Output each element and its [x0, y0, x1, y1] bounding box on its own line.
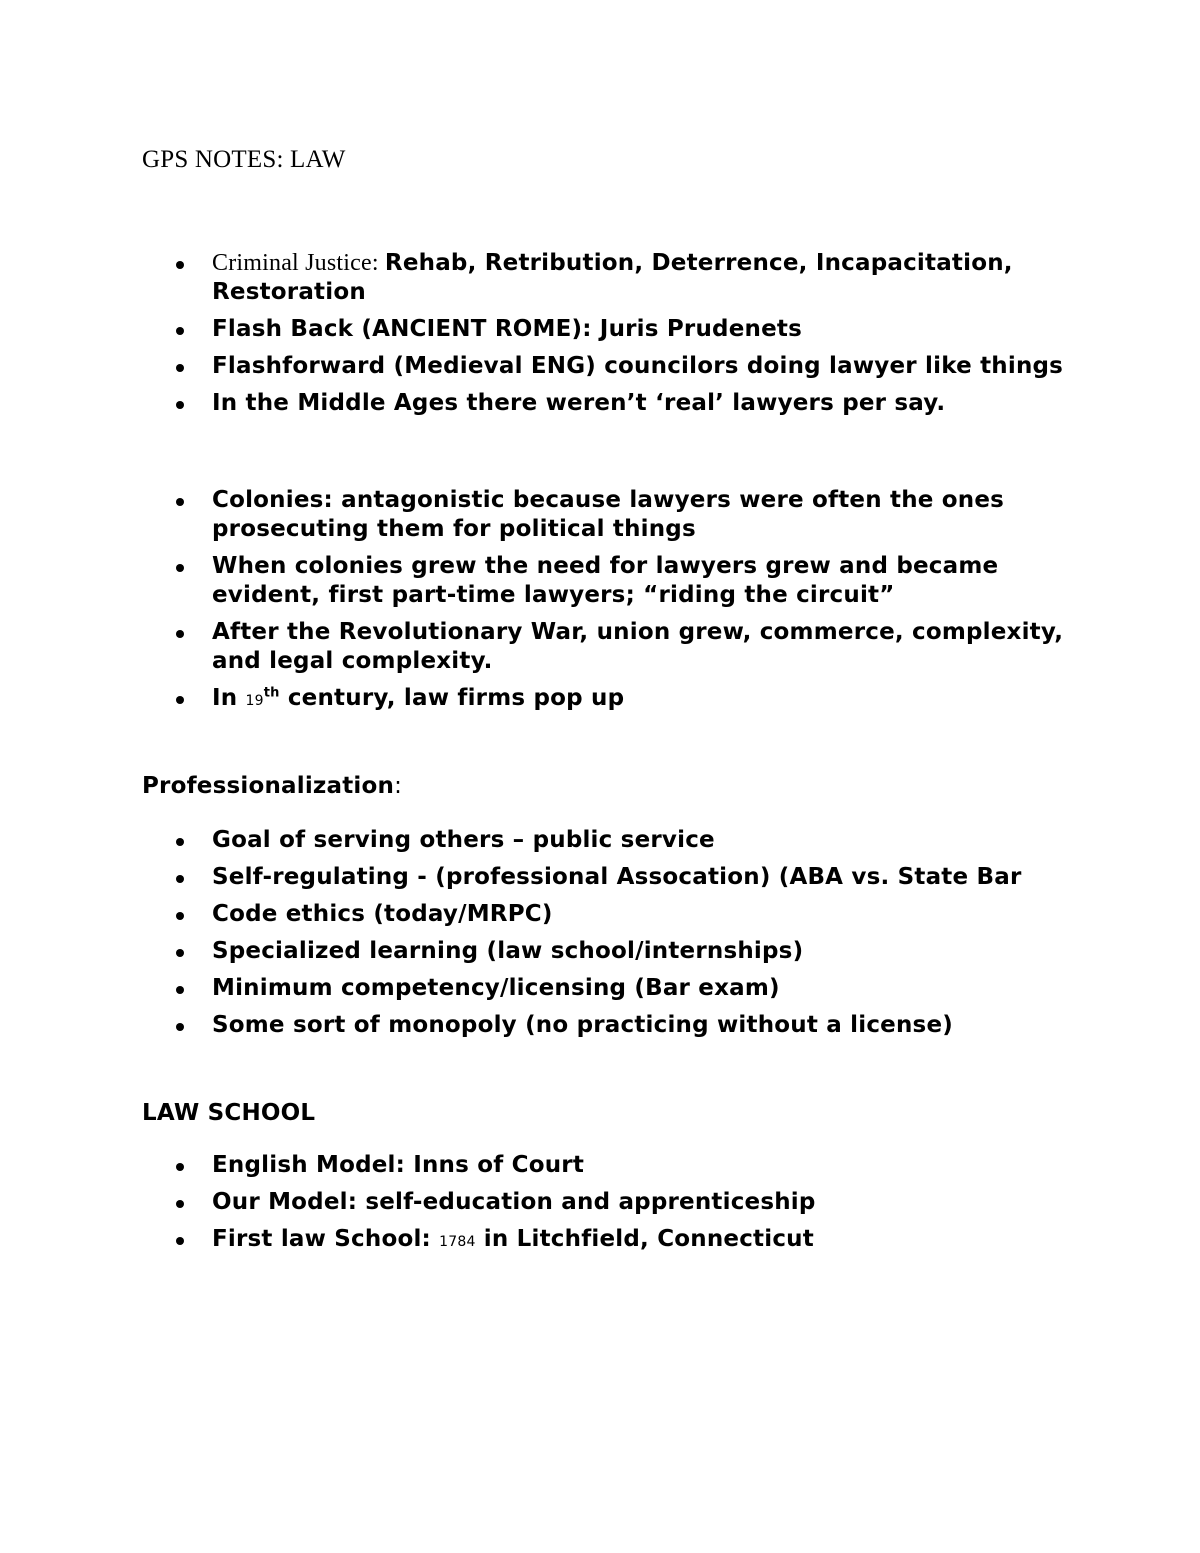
bullet-icon: [176, 327, 184, 335]
bullet-list-professionalization: [0, 826, 1200, 1048]
page-title: GPS NOTES: LAW: [142, 146, 346, 173]
bullet-icon: [176, 1200, 184, 1208]
item-label: Criminal Justice:: [212, 250, 385, 276]
list-item: [0, 1188, 1200, 1217]
section-heading-professionalization: [142, 773, 402, 799]
list-item: [0, 684, 1200, 716]
list-item: [0, 315, 1200, 344]
item-text: Minimum competency/licensing (Bar exam): [212, 975, 780, 1001]
bullet-icon: [176, 838, 184, 846]
bullet-icon: [176, 630, 184, 638]
bullet-icon: [176, 949, 184, 957]
item-text: Flash Back (ANCIENT ROME): Juris Prudenets: [212, 316, 802, 342]
item-text: Our Model: self-education and apprenticeship: [212, 1189, 816, 1215]
item-text: Flashforward (Medieval ENG) councilors doing lawyer like things: [212, 353, 1064, 379]
bullet-icon: [176, 1237, 184, 1245]
item-text: Some sort of monopoly (no practicing without a license): [212, 1012, 953, 1038]
list-item: [0, 1011, 1200, 1040]
bullet-icon: [176, 1163, 184, 1171]
bullet-icon: [176, 498, 184, 506]
bullet-icon: [176, 696, 184, 704]
item-number: 19: [245, 693, 264, 709]
section-heading-law-school: LAW SCHOOL: [142, 1100, 316, 1126]
list-item: [0, 352, 1200, 381]
bullet-icon: [176, 401, 184, 409]
item-superscript: th: [263, 685, 280, 701]
list-item: [0, 1151, 1200, 1180]
list-item: [0, 618, 1200, 676]
bullet-icon: [176, 875, 184, 883]
list-item: [0, 937, 1200, 966]
item-text: Goal of serving others – public service: [212, 827, 715, 853]
list-item: [0, 1225, 1200, 1257]
item-text-post: century, law firms pop up: [279, 685, 625, 711]
bullet-icon: [176, 912, 184, 920]
list-item: [0, 826, 1200, 855]
item-text: In the Middle Ages there weren’t ‘real’ lawyers per say.: [212, 390, 946, 416]
item-text: Colonies: antagonistic because lawyers were often the ones prosecuting them for political things: [212, 487, 1005, 542]
bullet-list-history: [0, 249, 1200, 426]
item-text-post: in Litchfield, Connecticut: [475, 1226, 814, 1252]
bullet-list-law-school: [0, 1151, 1200, 1265]
item-text: Rehab, Retribution, Deterrence, Incapacitation, Restoration: [212, 250, 1013, 305]
heading-text: Professionalization: [142, 773, 395, 799]
item-text: Specialized learning (law school/internships): [212, 938, 804, 964]
list-item: [0, 974, 1200, 1003]
list-item: [0, 486, 1200, 544]
list-item: [0, 552, 1200, 610]
bullet-list-colonies: [0, 486, 1200, 724]
list-item: [0, 249, 1200, 307]
bullet-icon: [176, 564, 184, 572]
bullet-icon: [176, 261, 184, 269]
heading-colon: :: [394, 773, 403, 799]
item-text: When colonies grew the need for lawyers grew and became evident, first part-time lawyers; “riding the circuit”: [212, 553, 999, 608]
item-text-pre: First law School:: [212, 1226, 440, 1252]
bullet-icon: [176, 364, 184, 372]
bullet-icon: [176, 1023, 184, 1031]
list-item: [0, 863, 1200, 892]
list-item: [0, 900, 1200, 929]
list-item: [0, 389, 1200, 418]
item-text: Code ethics (today/MRPC): [212, 901, 553, 927]
item-text-pre: In: [212, 685, 246, 711]
item-text: After the Revolutionary War, union grew, commerce, complexity, and legal complexity.: [212, 619, 1064, 674]
item-text: Self-regulating - (professional Assocation) (ABA vs. State Bar: [212, 864, 1022, 890]
item-text: English Model: Inns of Court: [212, 1152, 585, 1178]
item-number: 1784: [439, 1234, 476, 1250]
bullet-icon: [176, 986, 184, 994]
